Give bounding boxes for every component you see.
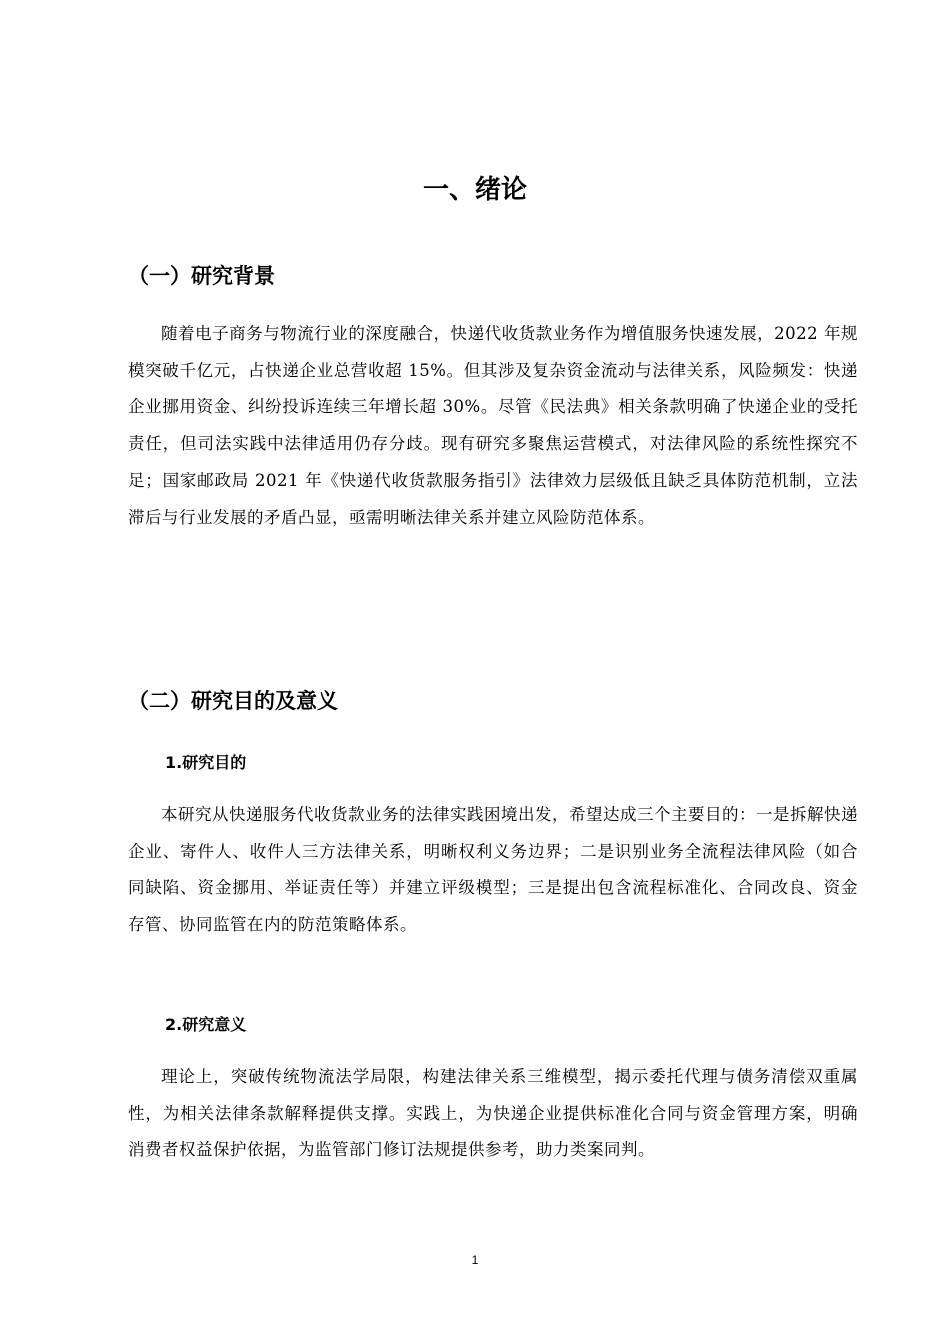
page-number: 1 — [471, 1253, 479, 1267]
paragraph-significance: 理论上，突破传统物流法学局限，构建法律关系三维模型，揭示委托代理与债务清偿双重属性，为相关法律条款解释提供支撑。实践上，为快递企业提供标准化合同与资金管理方案，明确消费者权益保护依据，为监管部门修订法规提供参考，助力类案同判。 — [128, 1067, 858, 1160]
paragraph-purpose: 本研究从快递服务代收货款业务的法律实践困境出发，希望达成三个主要目的：一是拆解快递企业、寄件人、收件人三方法律关系，明晰权利义务边界；二是识别业务全流程法律风险（如合同缺陷、资金挪用、举证责任等）并建立评级模型；三是提出包含流程标准化、合同改良、资金存管、协同监管在内的防范策略体系。 — [128, 805, 858, 935]
paragraph-background: 随着电子商务与物流行业的深度融合，快递代收货款业务作为增值服务快速发展，2022 年规模突破千亿元，占快递企业总营收超 15%。但其涉及复杂资金流动与法律关系，风险频发：快递企业挪用资金、纠纷投诉连续三年增长超 30%。尽管《民法典》相关条款明确了快递企业的受托责任，但司法实践中法律适用仍存分歧。现有研究多聚焦运营模式，对法律风险的系统性探究不足；国家邮政局 2021 年《快递代收货款服务指引》法律效力层级低且缺乏具体防范机制，立法滞后与行业发展的矛盾凸显，亟需明晰法律关系并建立风险防范体系。 — [128, 324, 858, 527]
subsection-title-purpose: 1.研究目的 — [165, 753, 247, 772]
section-title-purpose-significance: （二）研究目的及意义 — [128, 689, 338, 713]
subsection-title-significance: 2.研究意义 — [165, 1015, 247, 1034]
chapter-title: 一、绪论 — [422, 175, 527, 205]
section-title-background: （一）研究背景 — [128, 264, 275, 288]
